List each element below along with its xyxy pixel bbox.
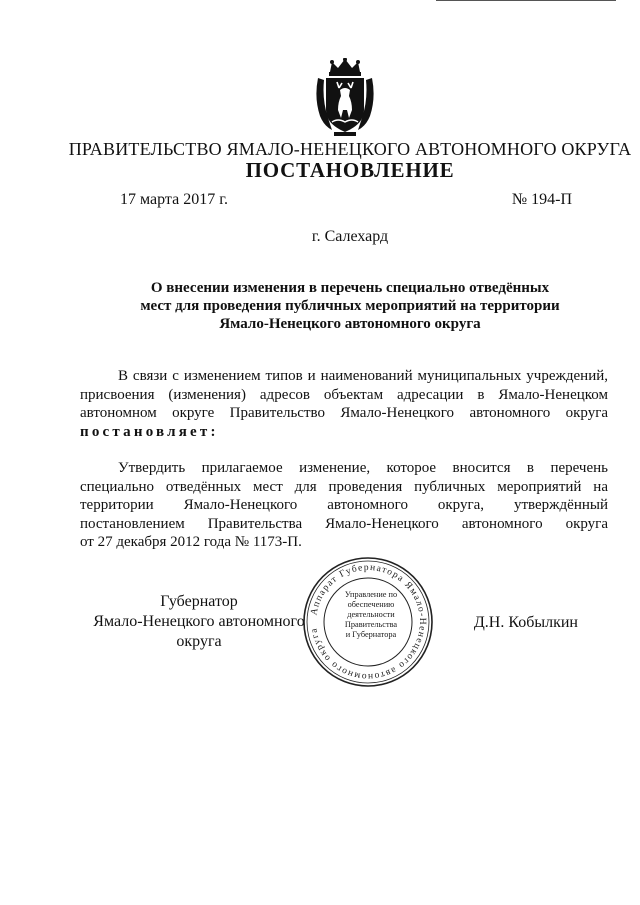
paragraph-line: специально отведённых мест для проведения публичных мероприятий на [80,478,608,495]
paragraph-line: В связи с изменением типов и наименований муниципальных учреждений, [118,368,608,384]
stamp-line: и Губернатора [345,630,397,639]
paragraph-line: присвоения (изменения) адресов объектам адресации в Ямало-Ненецком [80,386,608,403]
title-line: О внесении изменения в перечень специально отведённых [150,280,550,296]
stamp-line: деятельности [347,610,395,619]
paragraph-line: Утвердить прилагаемое изменение, которое вносится в перечень [118,460,608,476]
scan-edge-line [436,0,616,1]
document-date: 17 марта 2017 г. [120,191,228,208]
body-paragraph-2 [80,459,608,552]
document-city: г. Салехард [311,228,389,245]
resolves-word: постановляет: [80,423,219,440]
body-paragraph-1 [80,367,608,441]
document-type: ПОСТАНОВЛЕНИЕ [245,158,455,182]
stamp-center-text [338,590,404,640]
stamp-ring-text: Аппарат Губернатора Ямало-Ненецкого автономного округа [309,562,428,682]
stamp-line: Правительства [344,620,398,629]
signer-position-line: Губернатор [160,593,238,610]
stamp-line: Управление по [344,590,398,599]
document-title [100,279,600,333]
government-name: ПРАВИТЕЛЬСТВО ЯМАЛО-НЕНЕЦКОГО АВТОНОМНОГО ОКРУГА [68,139,632,159]
paragraph-line: от 27 декабря 2012 года № 1173-П. [80,534,302,550]
paragraph-line: постановлением Правительства Ямало-Ненецкого автономного округа [80,515,608,532]
coat-of-arms-icon [312,58,378,138]
title-line: Ямало-Ненецкого автономного округа [219,316,481,332]
paragraph-line: автономном округе Правительство Ямало-Ненецкого автономного округа [80,405,608,421]
signer-position [70,592,328,652]
signer-position-line: Ямало-Ненецкого автономного округа [93,613,305,650]
paragraph-line: территории Ямало-Ненецкого автономного округа, утверждённый [80,497,608,513]
stamp-line: обеспечению [347,600,395,609]
title-line: мест для проведения публичных мероприятий на территории [140,298,560,314]
document-number: № 194-П [511,191,572,208]
signer-name: Д.Н. Кобылкин [473,614,578,631]
